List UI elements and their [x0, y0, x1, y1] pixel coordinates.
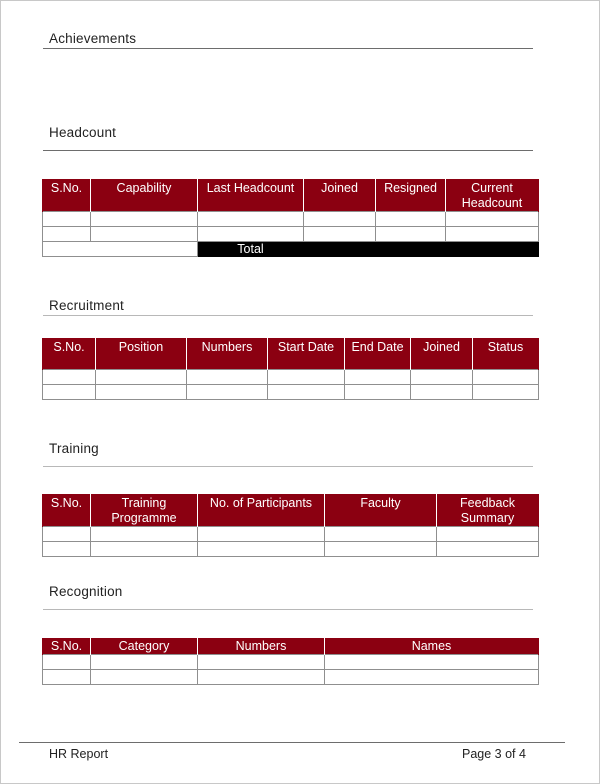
total-label: Total — [198, 242, 304, 257]
column-header: Training Programme — [91, 494, 198, 527]
table-header-row — [43, 338, 539, 369]
achievements-heading: Achievements — [49, 31, 137, 46]
table-cell[interactable] — [473, 369, 539, 384]
table-cell[interactable] — [437, 542, 539, 557]
column-header: S.No. — [43, 338, 96, 369]
column-header: Feedback Summary — [437, 494, 539, 527]
table-cell[interactable] — [91, 527, 198, 542]
table-cell[interactable] — [43, 655, 91, 670]
table-cell[interactable] — [446, 212, 539, 227]
table-header-row — [43, 638, 539, 655]
table-cell[interactable] — [325, 655, 539, 670]
table-cell[interactable] — [43, 227, 91, 242]
column-header: Category — [91, 638, 198, 655]
table-cell[interactable] — [473, 384, 539, 399]
column-header: S.No. — [43, 638, 91, 655]
column-header: Resigned — [376, 179, 446, 212]
column-header: Last Headcount — [198, 179, 304, 212]
column-header: S.No. — [43, 179, 91, 212]
table-cell[interactable] — [437, 527, 539, 542]
table-cell[interactable] — [304, 212, 376, 227]
column-header: Capability — [91, 179, 198, 212]
table-cell[interactable] — [198, 527, 325, 542]
footer-report-name: HR Report — [49, 747, 109, 761]
table-row — [43, 369, 539, 384]
column-header: Faculty — [325, 494, 437, 527]
achievements-rule — [43, 48, 533, 49]
column-header: Status — [473, 338, 539, 369]
table-row — [43, 527, 539, 542]
training-table — [42, 494, 539, 557]
table-row — [43, 384, 539, 399]
total-cell[interactable] — [304, 242, 446, 257]
table-cell[interactable] — [411, 384, 473, 399]
table-cell[interactable] — [187, 384, 268, 399]
table-cell[interactable] — [96, 369, 187, 384]
recruitment-heading: Recruitment — [49, 298, 124, 313]
table-cell[interactable] — [304, 227, 376, 242]
training-heading: Training — [49, 441, 99, 456]
table-cell[interactable] — [446, 227, 539, 242]
column-header: Numbers — [187, 338, 268, 369]
table-cell[interactable] — [198, 227, 304, 242]
recognition-table — [42, 638, 539, 685]
table-cell[interactable] — [268, 384, 345, 399]
table-cell[interactable] — [345, 369, 411, 384]
table-cell[interactable] — [91, 212, 198, 227]
column-header: No. of Participants — [198, 494, 325, 527]
table-cell[interactable] — [198, 655, 325, 670]
column-header: End Date — [345, 338, 411, 369]
table-cell[interactable] — [268, 369, 345, 384]
footer-rule — [19, 742, 565, 743]
table-cell[interactable] — [411, 369, 473, 384]
training-rule — [43, 466, 533, 467]
table-cell[interactable] — [91, 670, 198, 685]
footer-page-number: Page 3 of 4 — [462, 747, 526, 761]
table-cell[interactable] — [43, 212, 91, 227]
table-cell[interactable] — [345, 384, 411, 399]
table-cell[interactable] — [325, 527, 437, 542]
table-row — [43, 212, 539, 227]
table-cell[interactable] — [325, 542, 437, 557]
table-cell[interactable] — [198, 212, 304, 227]
table-cell[interactable] — [91, 227, 198, 242]
table-row — [43, 670, 539, 685]
recruitment-table — [42, 338, 539, 400]
column-header: Current Headcount — [446, 179, 539, 212]
table-cell[interactable] — [376, 212, 446, 227]
table-cell[interactable] — [187, 369, 268, 384]
table-header-row — [43, 179, 539, 212]
table-cell[interactable] — [43, 542, 91, 557]
total-cell[interactable] — [446, 242, 539, 257]
table-cell[interactable] — [43, 369, 96, 384]
headcount-table — [42, 179, 539, 257]
table-cell[interactable] — [376, 227, 446, 242]
column-header: Numbers — [198, 638, 325, 655]
table-cell[interactable] — [43, 384, 96, 399]
table-row — [43, 227, 539, 242]
table-cell — [43, 242, 198, 257]
table-row — [43, 655, 539, 670]
table-cell[interactable] — [198, 542, 325, 557]
column-header: Joined — [411, 338, 473, 369]
recruitment-rule — [43, 315, 533, 316]
table-header-row — [43, 494, 539, 527]
table-cell[interactable] — [198, 670, 325, 685]
total-row — [43, 242, 539, 257]
table-row — [43, 542, 539, 557]
column-header: Names — [325, 638, 539, 655]
recognition-heading: Recognition — [49, 584, 123, 599]
column-header: Start Date — [268, 338, 345, 369]
column-header: Position — [96, 338, 187, 369]
headcount-rule — [43, 150, 533, 151]
table-cell[interactable] — [91, 655, 198, 670]
table-cell[interactable] — [325, 670, 539, 685]
table-cell[interactable] — [91, 542, 198, 557]
table-cell[interactable] — [96, 384, 187, 399]
column-header: S.No. — [43, 494, 91, 527]
table-cell[interactable] — [43, 527, 91, 542]
headcount-heading: Headcount — [49, 125, 117, 140]
column-header: Joined — [304, 179, 376, 212]
table-cell[interactable] — [43, 670, 91, 685]
recognition-rule — [43, 609, 533, 610]
